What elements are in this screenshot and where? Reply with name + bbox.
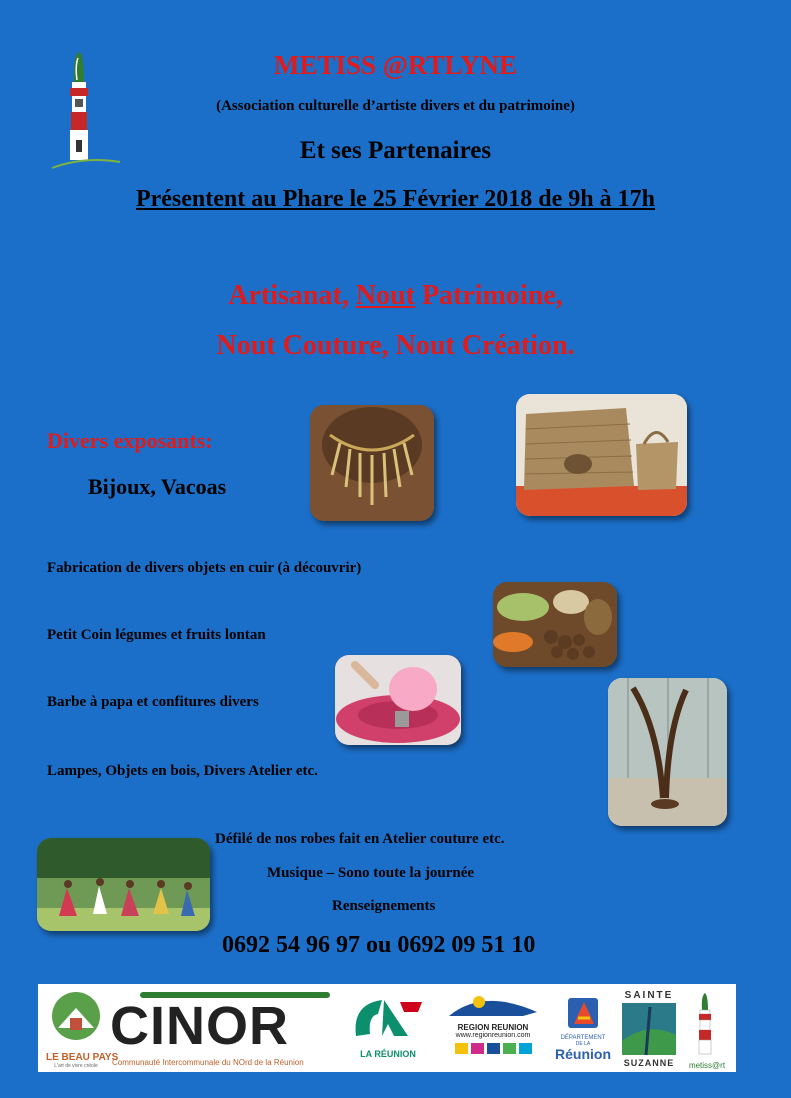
metiss-small-logo (682, 992, 732, 1068)
headline-line-2: Nout Couture, Nout Création. (216, 330, 575, 361)
headline-line-1 (0, 280, 791, 312)
metiss-small-text: metiss@rt (688, 1061, 726, 1070)
region-reunion-url: www.regionreunion.com (455, 1032, 531, 1039)
exhibitor-item: Barbe à papa et confitures divers (47, 694, 259, 710)
cinor-wordmark: CINOR (110, 996, 289, 1056)
le-beau-pays-logo (46, 990, 119, 1069)
exhibitor-bijoux: Bijoux, Vacoas (88, 474, 227, 499)
departement-text: Réunion (555, 1046, 611, 1062)
region-reunion-text: REGION REUNION (457, 1023, 529, 1032)
suzanne-text: SUZANNE (623, 1058, 675, 1068)
region-color-blocks (443, 1043, 543, 1054)
exhibitor-item: Fabrication de divers objets en cuir (à découvrir) (47, 560, 362, 576)
fashion-show-photo (37, 838, 210, 931)
sainte-text: SAINTE (624, 990, 674, 1001)
defile-text: Défilé de nos robes fait en Atelier couture etc. (215, 831, 505, 847)
exhibitor-item: Petit Coin légumes et fruits lontan (47, 627, 266, 643)
event-date-heading: Présentent au Phare le 25 Février 2018 de 9h à 17h (135, 186, 656, 212)
necklace-photo (310, 405, 434, 521)
headline-patrimoine: Patrimoine, (414, 280, 563, 311)
partners-heading: Et ses Partenaires (299, 137, 492, 164)
le-beau-pays-tagline: L'art de vivre créole (54, 1063, 98, 1069)
association-title: METISS @RTLYNE (274, 50, 517, 80)
association-subtitle: (Association culturelle d’artiste divers et du patrimoine) (216, 98, 575, 114)
renseignements-text: Renseignements (332, 898, 436, 914)
sainte-suzanne-logo (618, 990, 680, 1070)
cinor-logo (110, 992, 340, 1068)
headline-artisanat: Artisanat, (228, 280, 356, 311)
wooden-lamp-photo (608, 678, 727, 826)
departement-reunion-logo (550, 996, 616, 1068)
le-beau-pays-text: LE BEAU PAYS (46, 1052, 119, 1063)
vacoas-bags-photo (516, 394, 687, 516)
phone-numbers: 0692 54 96 97 ou 0692 09 51 10 (222, 932, 536, 958)
credit-agricole-text: LA RÉUNION (360, 1049, 416, 1059)
exhibitor-item: Lampes, Objets en bois, Divers Atelier etc. (47, 763, 318, 779)
credit-agricole-logo (348, 994, 428, 1068)
departement-top-text: DÉPARTEMENT (560, 1035, 606, 1041)
cinor-subtitle: Communauté Intercommunale du NOrd de la Réunion (112, 1058, 304, 1067)
departement-mid-text: DE LA (575, 1041, 591, 1047)
partner-logos-bar (38, 984, 736, 1072)
region-reunion-logo (443, 992, 543, 1068)
musique-text: Musique – Sono toute la journée (267, 865, 475, 881)
cotton-candy-photo (335, 655, 461, 745)
headline-nout: Nout (355, 280, 415, 311)
exhibitors-heading: Divers exposants: (47, 428, 213, 453)
vegetables-photo (493, 582, 617, 667)
